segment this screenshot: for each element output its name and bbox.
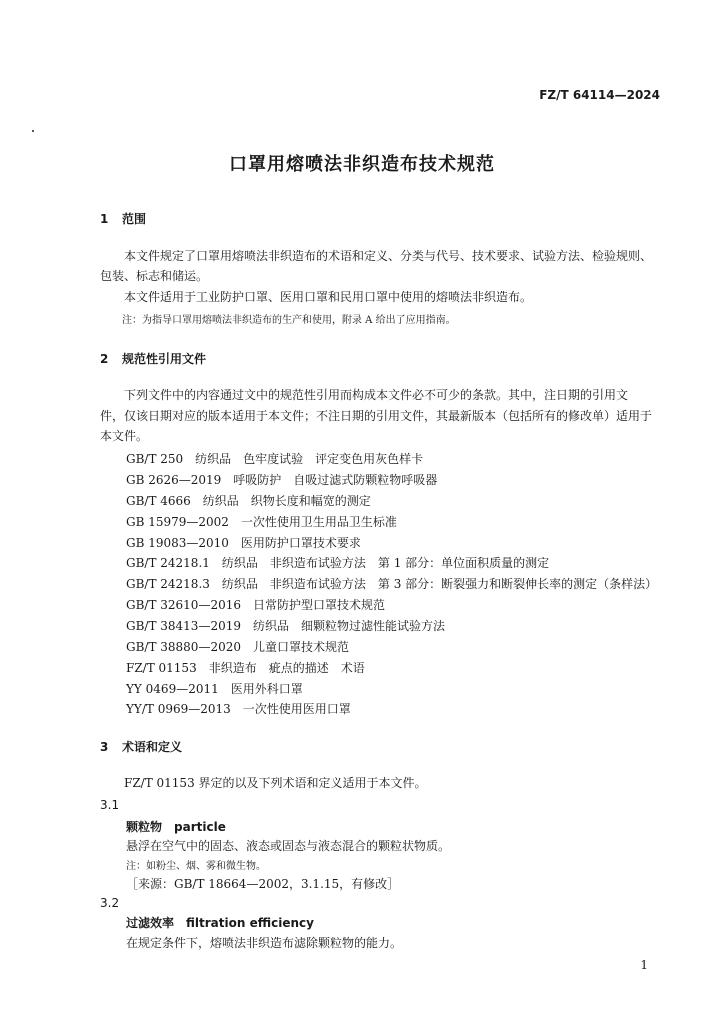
reference-item: YY/T 0969—2013 一次性使用医用口罩 [126,702,351,716]
text-line: 本文件规定了口罩用熔喷法非织造布的术语和定义、分类与代号、技术要求、试验方法、检验规则、 [124,249,653,263]
section-number: 3 [100,740,109,754]
references-intro-cont [100,406,664,446]
term-number: 3.1 [100,798,120,812]
section-3-heading [100,738,182,755]
section-title: 范围 [122,212,147,226]
terms-intro: FZ/T 01153 界定的以及下列术语和定义适用于本文件。 [124,776,427,790]
scope-paragraph-1 [100,246,664,266]
section-title: 规范性引用文件 [122,352,207,366]
term-note: 注：如粉尘、烟、雾和微生物。 [126,861,266,872]
references-intro [100,385,664,405]
reference-item: GB/T 32610—2016 日常防护型口罩技术规范 [126,598,385,612]
section-number: 2 [100,352,109,366]
scope-paragraph-2: 本文件适用于工业防护口罩、医用口罩和民用口罩中使用的熔喷法非织造布。 [124,290,533,304]
text-line: 件，仅该日期对应的版本适用于本文件；不注日期的引用文件，其最新版本（包括所有的修改单）适用于 [100,409,653,423]
text-line: 本文件。 [100,429,149,443]
reference-item: GB/T 4666 纺织品 织物长度和幅宽的测定 [126,494,371,508]
reference-item: FZ/T 01153 非织造布 疵点的描述 术语 [126,661,365,675]
standard-code: FZ/T 64114—2024 [539,88,660,102]
reference-item: GB/T 38880—2020 儿童口罩技术规范 [126,640,349,654]
reference-item: GB/T 24218.1 纺织品 非织造布试验方法 第 1 部分：单位面积质量的测定 [126,556,550,570]
section-number: 1 [100,212,109,226]
reference-item: GB 19083—2010 医用防护口罩技术要求 [126,536,361,550]
section-title: 术语和定义 [122,740,183,754]
term-chinese: 过滤效率 [126,916,175,930]
scan-mark [32,130,34,132]
reference-item: GB 2626—2019 呼吸防护 自吸过滤式防颗粒物呼吸器 [126,473,438,487]
page-number: 1 [640,958,648,972]
scope-paragraph-1-cont [100,266,664,286]
text-line: 包装、标志和储运。 [100,269,209,283]
reference-item: GB 15979—2002 一次性使用卫生用品卫生标准 [126,515,397,529]
term-english: particle [174,820,226,834]
term-heading [126,818,226,835]
term-heading [126,914,314,931]
document-title: 口罩用熔喷法非织造布技术规范 [229,154,495,175]
scope-note: 注：为指导口罩用熔喷法非织造布的生产和使用，附录 A 给出了应用指南。 [122,315,456,326]
term-number: 3.2 [100,896,120,910]
term-source: ［来源：GB/T 18664—2002，3.1.15，有修改］ [126,877,400,891]
term-chinese: 颗粒物 [126,820,163,834]
text-line: 下列文件中的内容通过文中的规范性引用而构成本文件必不可少的条款。其中，注日期的引用文 [124,388,629,402]
reference-item: YY 0469—2011 医用外科口罩 [126,682,303,696]
term-definition: 在规定条件下，熔喷法非织造布滤除颗粒物的能力。 [126,936,403,950]
term-definition: 悬浮在空气中的固态、液态或固态与液态混合的颗粒状物质。 [126,839,451,853]
term-english: filtration efficiency [186,916,314,930]
section-2-heading [100,350,206,367]
section-1-heading [100,210,146,227]
reference-item: GB/T 24218.3 纺织品 非织造布试验方法 第 3 部分：断裂强力和断裂伸长率的测定（条样法） [126,577,658,591]
reference-item: GB/T 250 纺织品 色牢度试验 评定变色用灰色样卡 [126,452,424,466]
reference-item: GB/T 38413—2019 纺织品 细颗粒物过滤性能试验方法 [126,619,445,633]
